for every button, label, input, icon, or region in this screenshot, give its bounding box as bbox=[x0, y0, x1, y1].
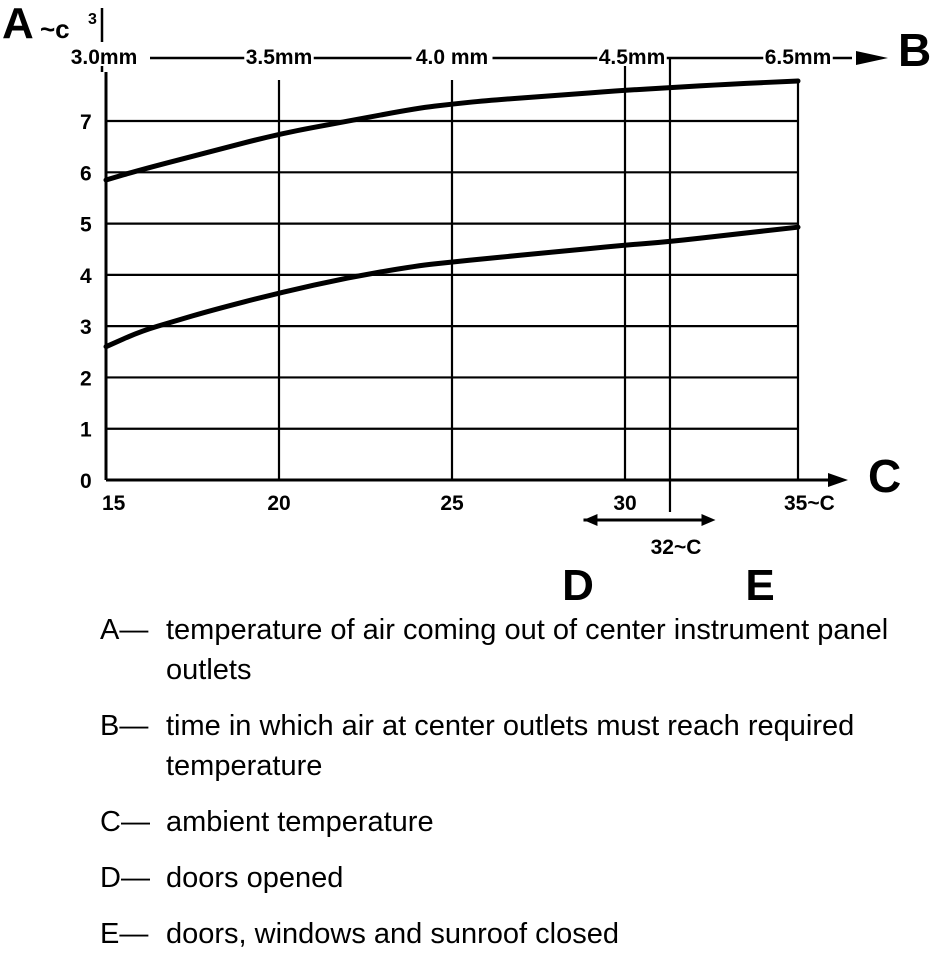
top-tick-label-3: 4.5mm bbox=[598, 46, 666, 69]
y-tick-label-0: 0 bbox=[80, 470, 92, 493]
y-unit-superscript: 3 bbox=[88, 11, 97, 28]
label-d: D bbox=[562, 561, 594, 600]
axis-letter-a: A bbox=[2, 0, 34, 48]
legend-text: temperature of air coming out of center instrument panel outlets bbox=[166, 614, 889, 686]
legend-item-e bbox=[100, 914, 920, 954]
legend-key: E— bbox=[100, 918, 149, 950]
y-tick-label-2: 2 bbox=[80, 367, 92, 391]
legend-text: ambient temperature bbox=[166, 806, 434, 838]
axis-letter-c: C bbox=[868, 450, 902, 502]
legend-item-d bbox=[100, 858, 920, 898]
legend-key: D— bbox=[100, 862, 150, 894]
marker-32-label: 32~C bbox=[650, 536, 702, 559]
marker-arrow-right bbox=[702, 514, 716, 526]
legend-text: time in which air at center outlets must reach required temperature bbox=[166, 710, 855, 782]
y-tick-label-5: 5 bbox=[80, 213, 92, 237]
x-tick-label-30: 30 bbox=[613, 492, 637, 515]
axis-letter-b: B bbox=[898, 24, 932, 76]
axes bbox=[102, 8, 888, 526]
top-tick-label-0: 3.0mm bbox=[70, 46, 138, 69]
legend-item-b bbox=[100, 706, 920, 786]
x-tick-label-35: 35~C bbox=[784, 492, 835, 515]
legend-text: doors opened bbox=[166, 862, 344, 894]
legend-item-c bbox=[100, 802, 920, 842]
y-tick-label-3: 3 bbox=[80, 316, 92, 340]
y-tick-label-6: 6 bbox=[80, 162, 92, 186]
marker-arrow-left bbox=[583, 514, 597, 526]
y-tick-label-1: 1 bbox=[80, 418, 92, 442]
legend-key: C— bbox=[100, 806, 150, 838]
legend-key: B— bbox=[100, 710, 149, 742]
y-tick-label-7: 7 bbox=[80, 111, 92, 135]
legend bbox=[100, 610, 920, 970]
legend-key: A— bbox=[100, 614, 149, 646]
gridlines bbox=[106, 58, 798, 512]
labels bbox=[2, 0, 931, 600]
top-tick-label-2: 4.0 mm bbox=[415, 46, 489, 69]
x-axis-arrow bbox=[828, 473, 848, 487]
top-tick-label-1: 3.5mm bbox=[245, 46, 313, 69]
y-unit-label: ~c bbox=[40, 14, 70, 44]
top-tick-label-4: 6.5mm bbox=[764, 46, 832, 69]
legend-text: doors, windows and sunroof closed bbox=[166, 918, 619, 950]
y-tick-label-4: 4 bbox=[80, 264, 92, 288]
legend-item-a bbox=[100, 610, 920, 690]
x-tick-label-15: 15 bbox=[102, 492, 126, 515]
top-axis-arrow bbox=[856, 51, 888, 65]
label-e: E bbox=[745, 561, 775, 600]
x-tick-label-25: 25 bbox=[440, 492, 464, 515]
x-tick-label-20: 20 bbox=[267, 492, 291, 515]
